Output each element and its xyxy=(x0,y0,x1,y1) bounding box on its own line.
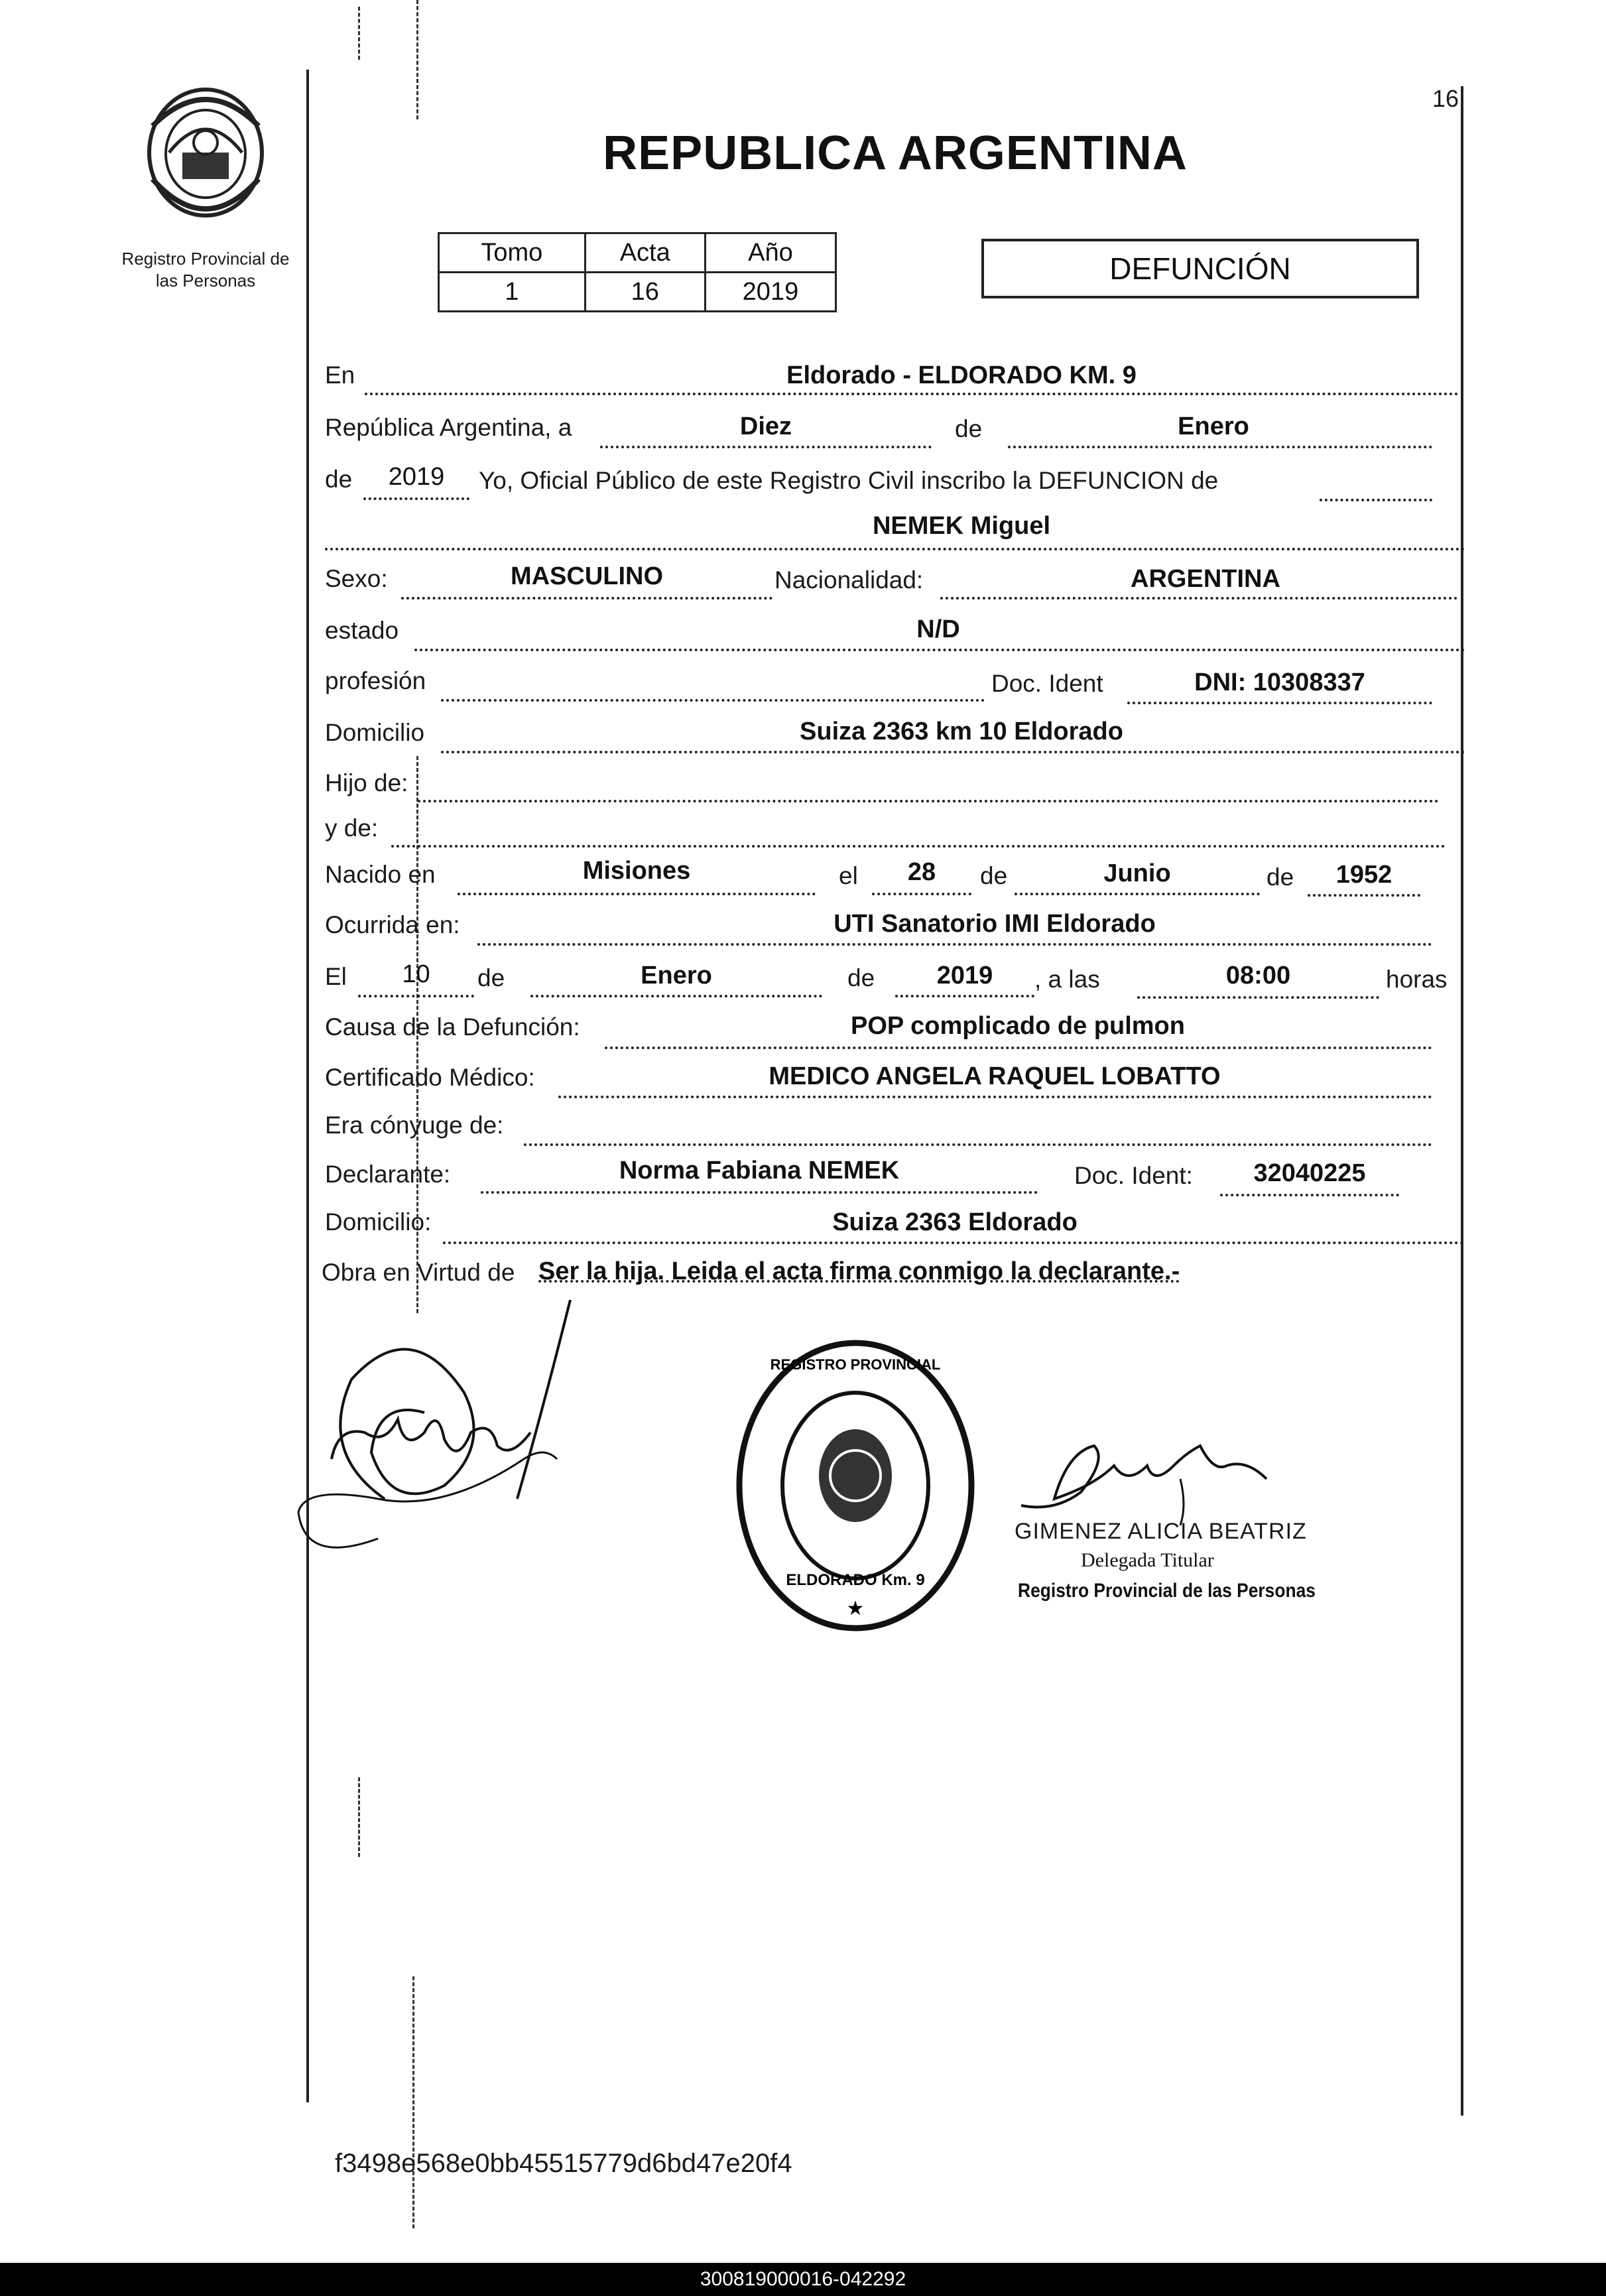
def-anio-dots xyxy=(895,995,1034,997)
estado-dots xyxy=(414,649,1465,651)
obra-value: Ser la hija. Leida el acta firma conmigo la declarante.- xyxy=(538,1257,1180,1285)
nacionalidad-value: ARGENTINA xyxy=(1131,565,1280,593)
footer-code: 300819000016-042292 xyxy=(700,2268,906,2290)
domicilio2-dots xyxy=(443,1242,1464,1244)
page-title: REPUBLICA ARGENTINA xyxy=(603,127,1188,180)
domicilio-dots xyxy=(441,751,1465,753)
svg-text:★: ★ xyxy=(846,1597,865,1620)
nacido-dots xyxy=(458,893,816,895)
inscribo-text: Yo, Oficial Público de este Registro Civil inscribo la DEFUNCION de xyxy=(479,467,1219,494)
def-de2-label: de xyxy=(847,964,875,991)
page-number: 16 xyxy=(1432,85,1459,112)
document-hash: f3498e568e0bb45515779d6bd47e20f4 xyxy=(335,2149,792,2178)
scan-line-4 xyxy=(358,1777,360,1857)
declarante-label: Declarante: xyxy=(325,1161,451,1188)
left-border xyxy=(306,70,309,2102)
nac-dia: 28 xyxy=(907,858,936,886)
scan-line-2 xyxy=(416,0,418,119)
svg-text:ELDORADO Km. 9: ELDORADO Km. 9 xyxy=(786,1571,925,1589)
right-border xyxy=(1461,86,1463,2116)
footer-barcode-bar xyxy=(0,2263,1606,2296)
nacionalidad-dots xyxy=(940,597,1457,600)
doc-ident2-value: 32040225 xyxy=(1253,1159,1366,1187)
mes-value: Enero xyxy=(1178,413,1249,440)
def-dia: 10 xyxy=(402,960,430,988)
registry-table xyxy=(438,232,837,312)
nac-mes: Junio xyxy=(1103,860,1171,887)
certificado-label: Certificado Médico: xyxy=(325,1064,535,1091)
conyuge-label: Era cónyuge de: xyxy=(325,1112,504,1139)
value-tomo: 1 xyxy=(439,273,586,312)
inscribo-dots xyxy=(1320,499,1432,501)
yde-label: y de: xyxy=(325,814,379,842)
de-label: de xyxy=(955,415,983,442)
yde-dots xyxy=(391,845,1446,848)
value-acta: 16 xyxy=(585,273,705,312)
def-anio: 2019 xyxy=(936,962,993,989)
sexo-value: MASCULINO xyxy=(510,562,664,590)
certificado-value: MEDICO ANGELA RAQUEL LOBATTO xyxy=(769,1062,1221,1090)
mes-dots xyxy=(1008,446,1432,448)
doc-ident2-label: Doc. Ident: xyxy=(1074,1162,1193,1189)
official-role: Delegada Titular xyxy=(1081,1549,1214,1571)
nac-anio: 1952 xyxy=(1335,861,1392,889)
nac-de1-label: de xyxy=(980,862,1008,889)
doc-type: DEFUNCIÓN xyxy=(1109,251,1291,286)
nac-dia-dots xyxy=(872,893,971,895)
doc-type-box xyxy=(981,239,1419,298)
official-name: GIMENEZ ALICIA BEATRIZ xyxy=(1015,1519,1307,1544)
header-acta: Acta xyxy=(585,233,705,273)
en-dots xyxy=(365,393,1459,395)
nombre-value: NEMEK Miguel xyxy=(872,512,1051,540)
nacido-label: Nacido en xyxy=(325,861,436,888)
declarante-value: Norma Fabiana NEMEK xyxy=(619,1157,900,1184)
official-signature xyxy=(1015,1426,1320,1525)
logo-org-line2: las Personas xyxy=(155,271,256,290)
horas-label: horas xyxy=(1386,966,1448,993)
def-dia-dots xyxy=(358,995,474,997)
logo-org-line1: Registro Provincial de xyxy=(121,249,290,269)
causa-value: POP complicado de pulmon xyxy=(851,1012,1185,1040)
domicilio2-value: Suiza 2363 Eldorado xyxy=(832,1208,1078,1236)
obra-label: Obra en Virtud de xyxy=(322,1259,515,1286)
el-label: el xyxy=(839,862,858,889)
doc-ident-value: DNI: 10308337 xyxy=(1194,669,1365,696)
en-value: Eldorado - ELDORADO KM. 9 xyxy=(786,361,1137,389)
ocurrida-dots xyxy=(477,943,1432,946)
def-mes: Enero xyxy=(641,962,712,989)
estado-value: N/D xyxy=(916,615,960,643)
anio-dots xyxy=(363,497,469,500)
scan-line-1 xyxy=(358,7,360,60)
hora-value: 08:00 xyxy=(1225,962,1291,989)
def-de1-label: de xyxy=(477,964,505,991)
estado-label: estado xyxy=(325,617,399,644)
declarante-dots xyxy=(481,1191,1038,1194)
doc-ident-label: Doc. Ident xyxy=(991,670,1103,697)
nacido-value: Misiones xyxy=(582,857,691,885)
dia-dots xyxy=(600,446,932,448)
alas-label: , a las xyxy=(1034,966,1100,993)
profesion-label: profesión xyxy=(325,667,426,694)
nac-mes-dots xyxy=(1015,893,1260,895)
hora-dots xyxy=(1137,996,1379,999)
nacionalidad-label: Nacionalidad: xyxy=(774,566,924,594)
conyuge-dots xyxy=(524,1143,1432,1146)
hijo-label: Hijo de: xyxy=(325,769,408,797)
profesion-dots xyxy=(441,699,985,702)
nac-de2-label: de xyxy=(1266,863,1294,891)
svg-text:REGISTRO PROVINCIAL: REGISTRO PROVINCIAL xyxy=(770,1356,941,1373)
def-mes-dots xyxy=(530,995,822,997)
causa-label: Causa de la Defunción: xyxy=(325,1013,580,1041)
domicilio-value: Suiza 2363 km 10 Eldorado xyxy=(800,718,1123,745)
signature-scribble-icon xyxy=(292,1300,597,1605)
ocurrida-label: Ocurrida en: xyxy=(325,911,460,938)
header-tomo: Tomo xyxy=(439,233,586,273)
declarant-signature xyxy=(292,1300,597,1605)
scan-line-5 xyxy=(412,1976,414,2228)
republica-label: República Argentina, a xyxy=(325,414,572,441)
anio-value: 2019 xyxy=(388,463,445,491)
certificado-dots xyxy=(558,1096,1432,1098)
stamp-oval-icon xyxy=(729,1333,981,1638)
ocurrida-value: UTI Sanatorio IMI Eldorado xyxy=(834,910,1156,938)
nac-anio-dots xyxy=(1308,894,1420,897)
hijo-dots xyxy=(418,800,1439,802)
dia-value: Diez xyxy=(739,413,792,440)
sexo-dots xyxy=(401,597,772,600)
header-anio: Año xyxy=(705,233,835,273)
causa-dots xyxy=(605,1047,1432,1049)
domicilio2-label: Domicilio: xyxy=(325,1208,432,1236)
registry-stamp xyxy=(729,1333,981,1638)
doc-ident-dots xyxy=(1127,702,1432,704)
nombre-dots xyxy=(325,548,1465,550)
doc-ident2-dots xyxy=(1220,1194,1399,1196)
signature-scribble-icon xyxy=(1015,1426,1320,1525)
de2-label: de xyxy=(325,466,353,493)
en-label: En xyxy=(325,361,355,389)
domicilio-label: Domicilio xyxy=(325,719,425,746)
el2-label: El xyxy=(325,963,347,990)
sexo-label: Sexo: xyxy=(325,565,388,592)
value-anio: 2019 xyxy=(705,273,835,312)
official-org: Registro Provincial de las Personas xyxy=(1018,1580,1316,1602)
